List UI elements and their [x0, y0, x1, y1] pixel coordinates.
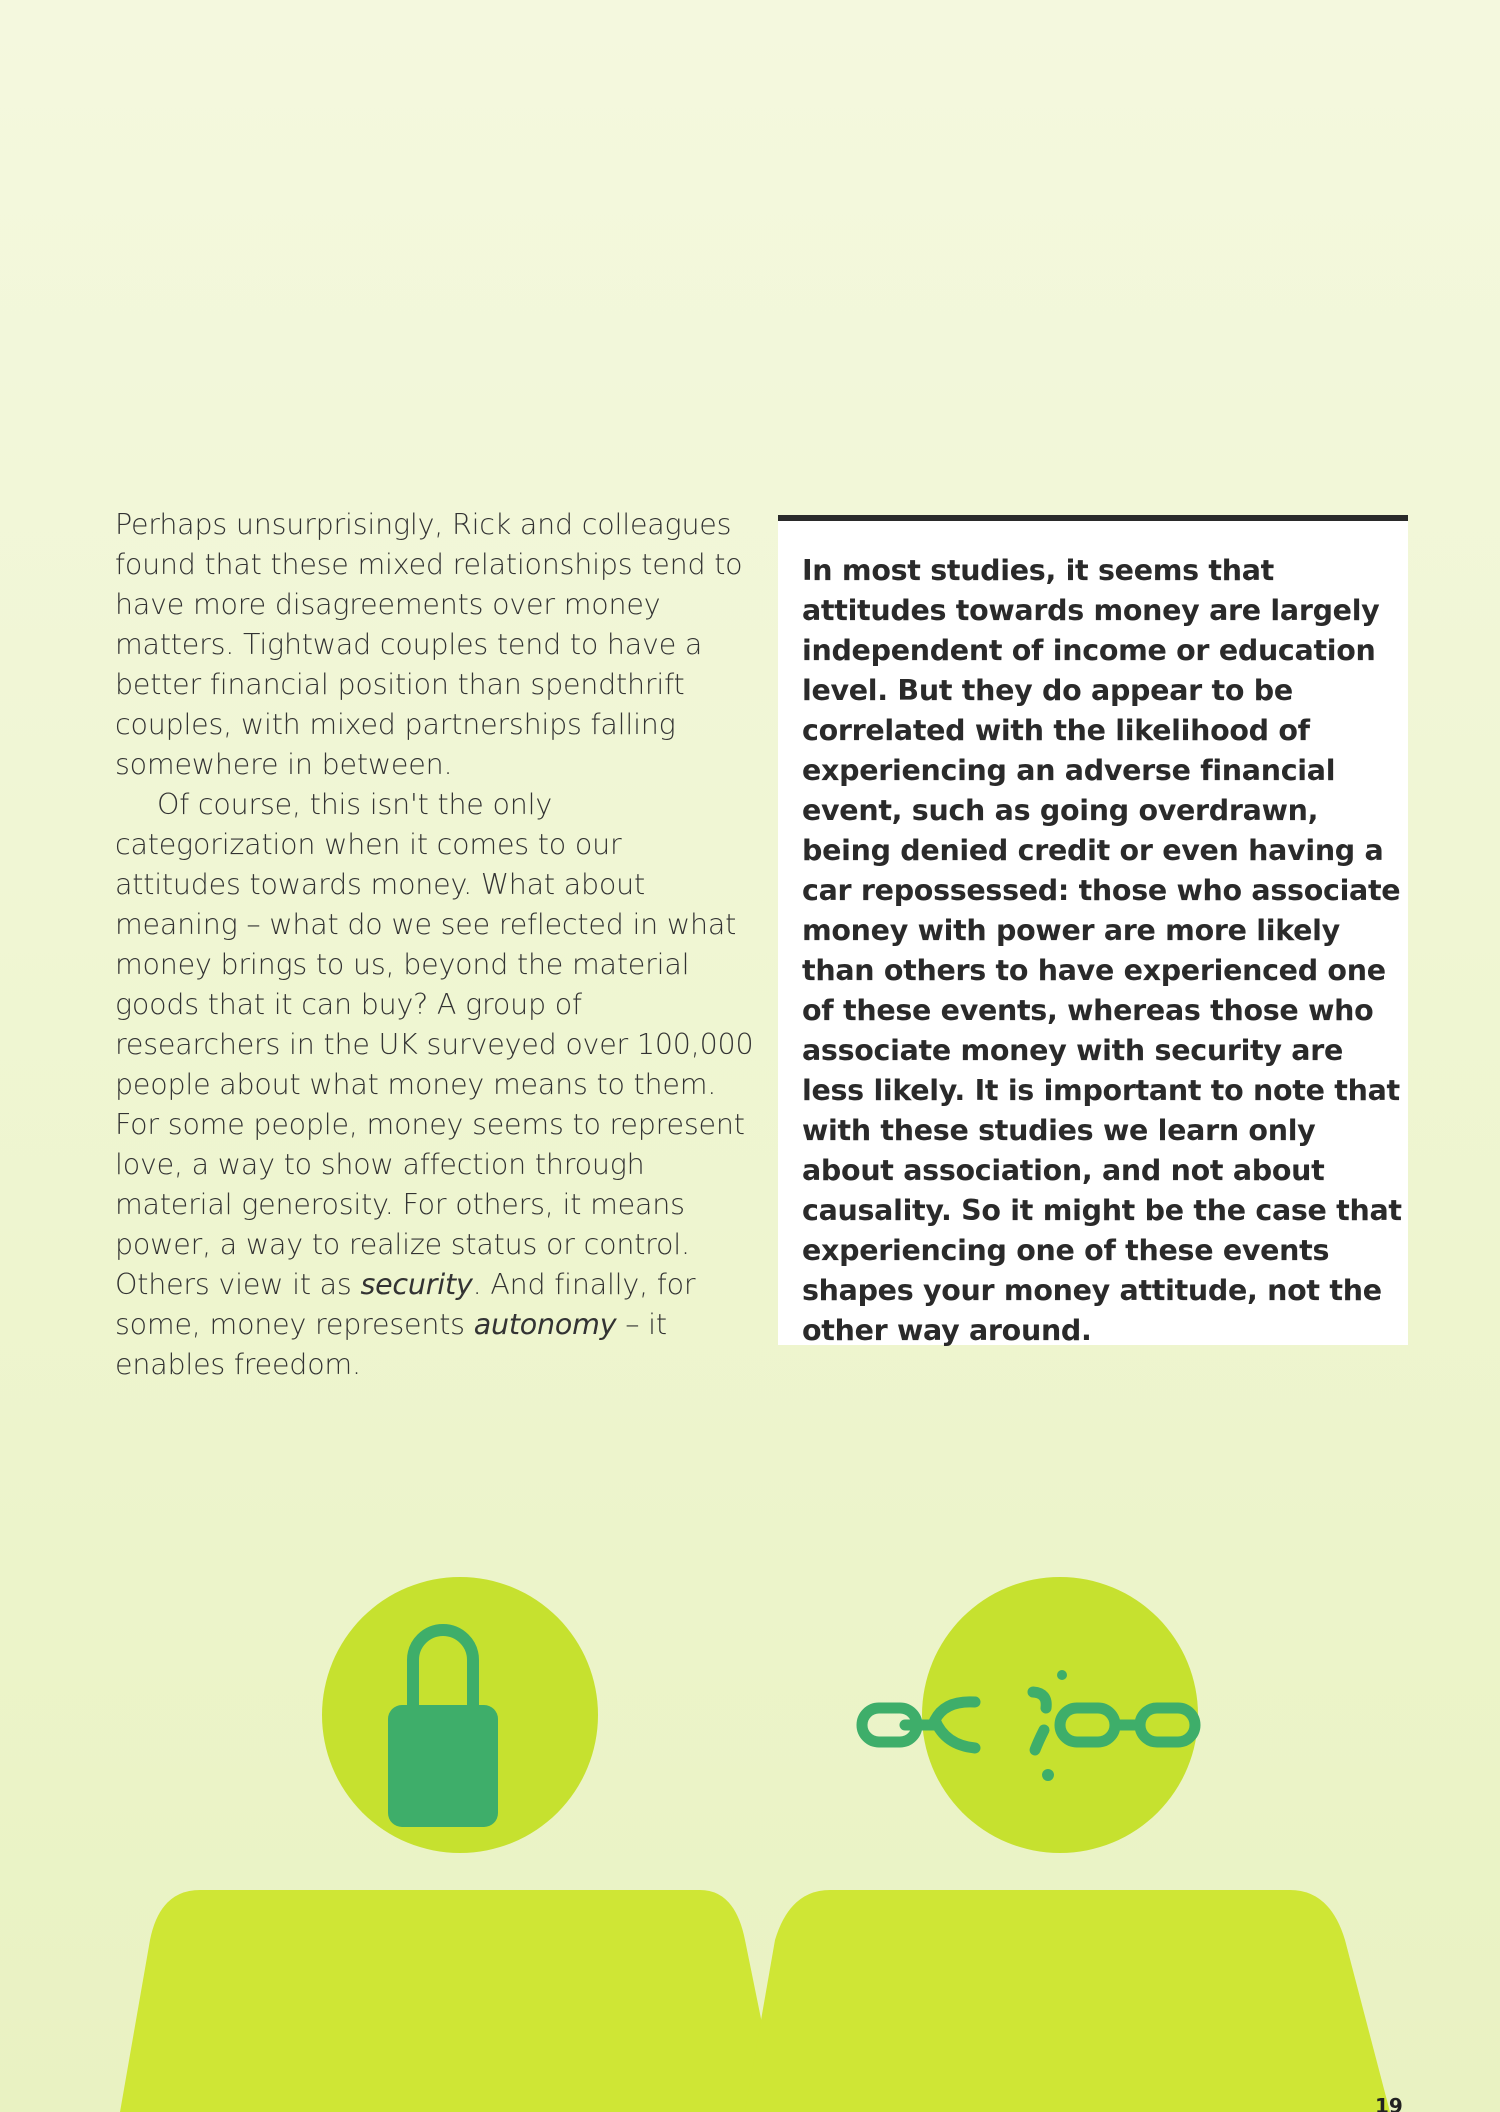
- chain-fragment-dot: [1057, 1670, 1067, 1680]
- emphasis-autonomy: autonomy: [473, 1308, 617, 1341]
- right-person-figure: [745, 1577, 1390, 2112]
- body-text-column: [115, 505, 755, 1385]
- body-paragraph-1: Perhaps unsurprisingly, Rick and colleagues found that these mixed relationships tend to have more disagreements over money matters. Tightwad couples tend to have a better financial position than spendthrift couples, with mixed partnerships falling somewhere in between.: [115, 508, 743, 781]
- chain-fragment-dot: [1042, 1769, 1054, 1781]
- left-person-figure: [120, 1577, 780, 2112]
- callout-box: [778, 515, 1408, 1345]
- callout-text: In most studies, it seems that attitudes towards money are largely independent of income or education level. But they do appear to be correlated with the likelihood of experiencing an adverse financial event, such as going overdrawn, being denied credit or even having a car repossessed: those who associate money with power are more likely than others to have experienced one of these events, whereas those who associate money with security are less likely. It is important to note that with these studies we learn only about association, and not about causality. So it might be the case that experiencing one of these events shapes your money attitude, not the other way around.: [802, 554, 1402, 1347]
- emphasis-security: security: [360, 1268, 473, 1301]
- right-person-body: [745, 1890, 1390, 2112]
- people-illustration: [0, 1560, 1500, 2112]
- page-number: 19: [1375, 2094, 1403, 2112]
- paragraph-2-text-b: . And finally, for some, money represents: [115, 1268, 696, 1341]
- paragraph-2-text-a: Of course, this isn't the only categorization when it comes to our attitudes towards money. What about meaning – what do we see reflected in what money brings to us, beyond the material goods that it can buy? A group of researchers in the UK surveyed over 100,000 people about what money means to them. For some people, money seems to represent love, a way to show affection through material generosity. For others, it means power, a way to realize status or control. Others view it as: [115, 788, 754, 1301]
- paragraph-2-text-c: – it enables freedom.: [115, 1308, 667, 1381]
- left-person-body: [120, 1890, 780, 2112]
- body-paragraph-2: [115, 785, 755, 1385]
